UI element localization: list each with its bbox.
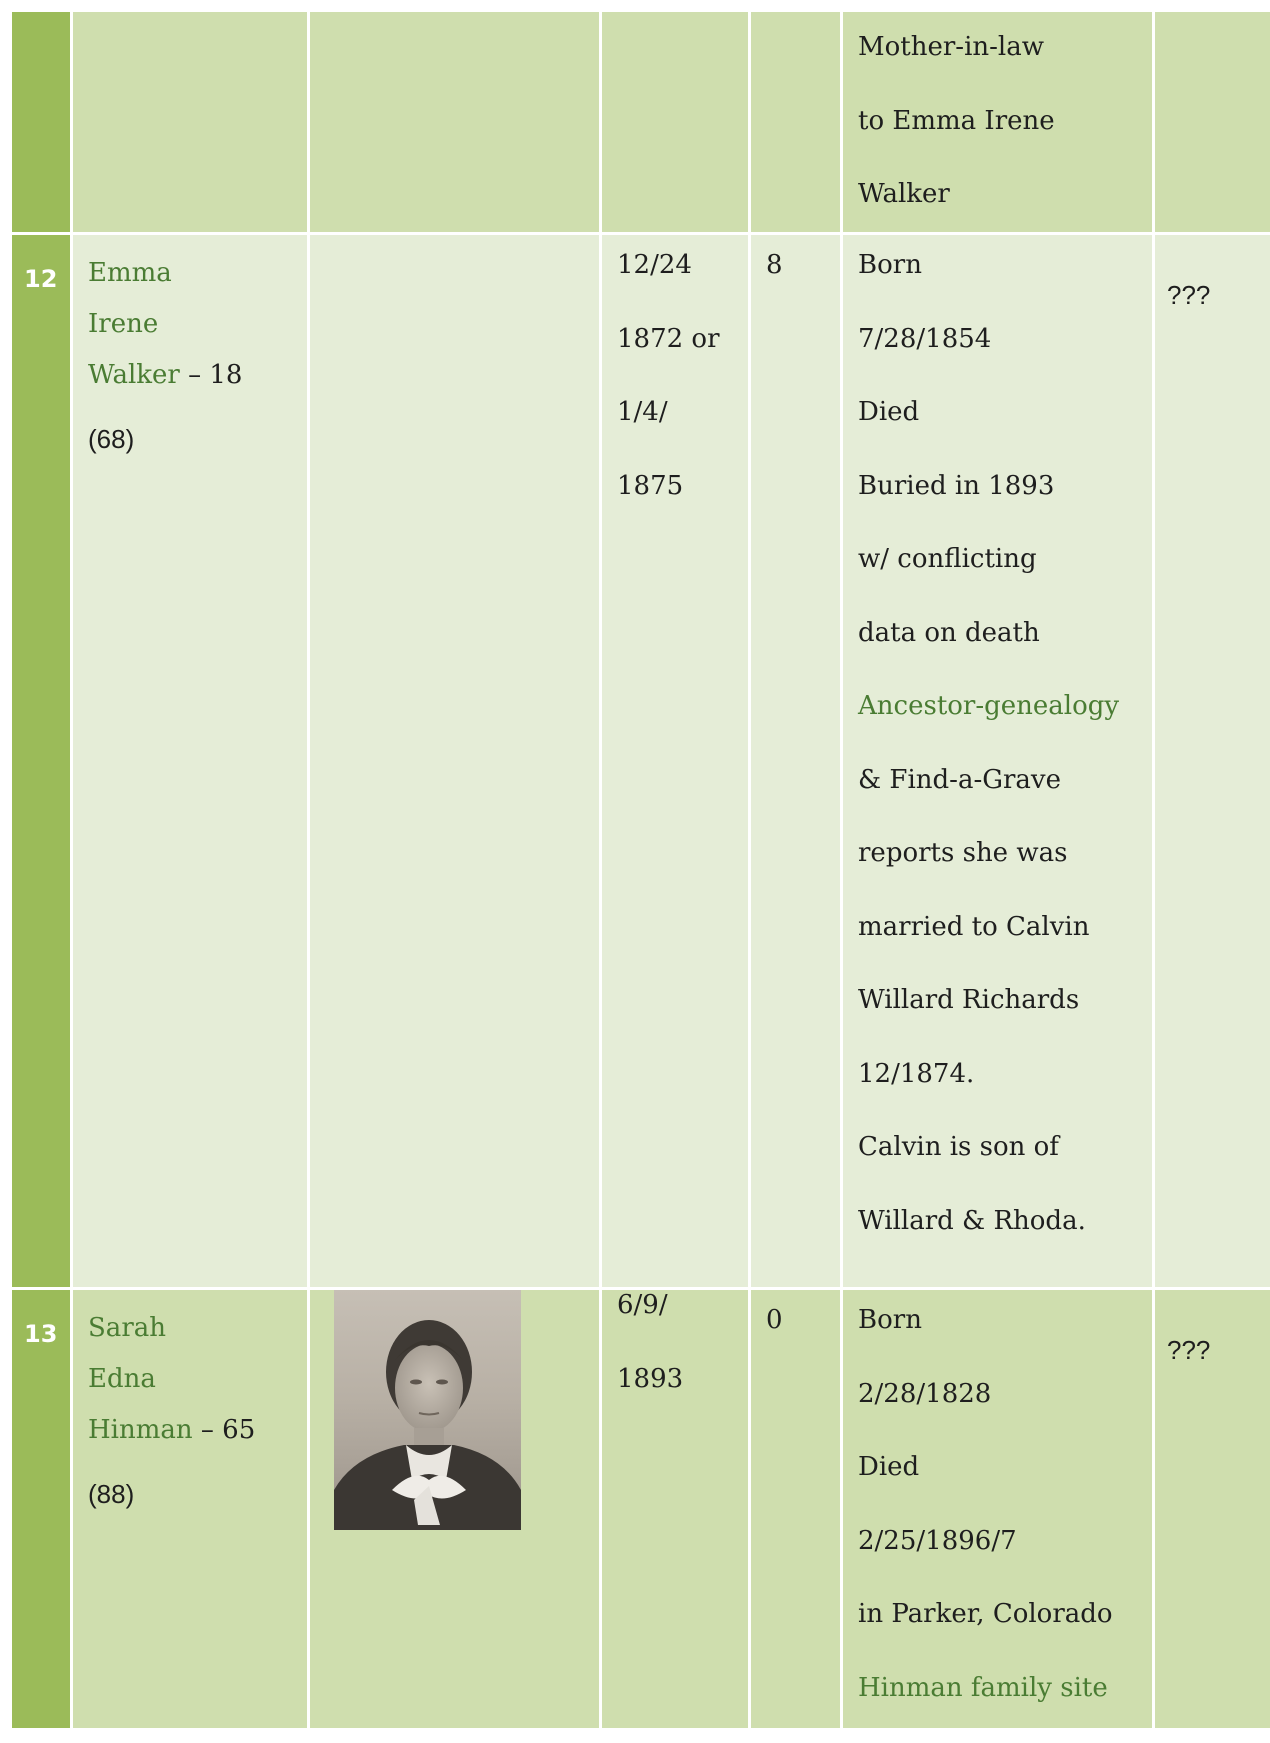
- status-cell: [1155, 235, 1270, 1287]
- name-cell: [73, 1290, 307, 1728]
- person-name-link: [88, 357, 242, 408]
- person-age-note: (88): [88, 1476, 255, 1512]
- date-cell: [602, 1290, 748, 1728]
- date-cell: [602, 12, 748, 232]
- remarks-line: 2/28/1828: [858, 1376, 1113, 1450]
- remarks-line: 12/1874.: [858, 1056, 1119, 1130]
- remarks-line: & Find-a-Grave: [858, 762, 1119, 836]
- remarks-line: w/ conflicting: [858, 541, 1119, 615]
- remarks-cell: [843, 1290, 1152, 1728]
- date-line: 6/9/: [617, 1287, 683, 1361]
- row-number-cell: [12, 235, 70, 1287]
- remarks-line: in Parker, Colorado: [858, 1596, 1113, 1670]
- count-list: [766, 1302, 783, 1376]
- remarks-line: 7/28/1854: [858, 321, 1119, 395]
- remarks-line: Walker: [858, 176, 1055, 250]
- person-age: – 18: [180, 360, 243, 390]
- count-list: [766, 247, 783, 321]
- person-name-link-text[interactable]: Hinman: [88, 1415, 193, 1445]
- row-number-cell: [12, 1290, 70, 1728]
- count-cell: [751, 12, 840, 232]
- remarks-line: Willard Richards: [858, 982, 1119, 1056]
- date-line: 1893: [617, 1361, 683, 1435]
- remarks-line: to Emma Irene: [858, 103, 1055, 177]
- person-name-link: [88, 1412, 255, 1463]
- photo-cell: [310, 12, 599, 232]
- person-name: [88, 255, 242, 457]
- photo-cell: [310, 235, 599, 1287]
- person-name: [88, 1310, 255, 1512]
- remarks-line: Willard & Rhoda.: [858, 1203, 1119, 1277]
- count-cell: [751, 235, 840, 1287]
- date-line: 1872 or: [617, 321, 720, 395]
- count-value: 8: [766, 247, 783, 321]
- remarks-line: Born: [858, 247, 1119, 321]
- person-age-note: (68): [88, 421, 242, 457]
- date-list: [617, 247, 720, 541]
- person-name-link[interactable]: Irene: [88, 306, 242, 357]
- remarks-line: Born: [858, 1302, 1113, 1376]
- remarks-cell: [843, 12, 1152, 232]
- name-cell: [73, 12, 307, 232]
- remarks-line: Mother-in-law: [858, 29, 1055, 103]
- photo-cell: [310, 1290, 599, 1728]
- table-row: [0, 235, 1270, 1287]
- person-name-link-text[interactable]: Walker: [88, 360, 180, 390]
- count-cell: [751, 1290, 840, 1728]
- row-number: 13: [24, 1320, 57, 1348]
- remarks-line: reports she was: [858, 835, 1119, 909]
- remarks-line: Died: [858, 394, 1119, 468]
- row-number: 12: [24, 265, 57, 293]
- count-value: 0: [766, 1302, 783, 1376]
- date-line: 12/24: [617, 247, 720, 321]
- remarks-cell: [843, 235, 1152, 1287]
- table-row: [0, 1290, 1270, 1728]
- person-age: – 65: [193, 1415, 256, 1445]
- remarks-line: Buried in 1893: [858, 468, 1119, 542]
- hinman-family-site-link[interactable]: Hinman family site: [858, 1670, 1113, 1743]
- remarks-line: Calvin is son of: [858, 1129, 1119, 1203]
- row-number-cell: [12, 12, 70, 232]
- person-name-link[interactable]: Emma: [88, 255, 242, 306]
- date-list: [617, 1287, 683, 1434]
- status-cell: [1155, 12, 1270, 232]
- portrait-photo: [334, 1290, 521, 1530]
- name-cell: [73, 235, 307, 1287]
- remarks-line: married to Calvin: [858, 909, 1119, 983]
- remarks-list: [858, 29, 1055, 250]
- portrait-image: [334, 1290, 521, 1530]
- date-cell: [602, 235, 748, 1287]
- status-value: ???: [1167, 280, 1210, 311]
- remarks-list: [858, 1302, 1113, 1743]
- remarks-list: [858, 247, 1119, 1276]
- date-line: 1/4/: [617, 394, 720, 468]
- date-line: 1875: [617, 468, 720, 542]
- person-name-link[interactable]: Edna: [88, 1361, 255, 1412]
- remarks-line: Died: [858, 1449, 1113, 1523]
- status-cell: [1155, 1290, 1270, 1728]
- table-row: [0, 12, 1270, 232]
- remarks-line: 2/25/1896/7: [858, 1523, 1113, 1597]
- status-value: ???: [1167, 1335, 1210, 1366]
- person-name-link[interactable]: Sarah: [88, 1310, 255, 1361]
- ancestor-genealogy-link[interactable]: Ancestor-genealogy: [858, 688, 1119, 762]
- remarks-line: data on death: [858, 615, 1119, 689]
